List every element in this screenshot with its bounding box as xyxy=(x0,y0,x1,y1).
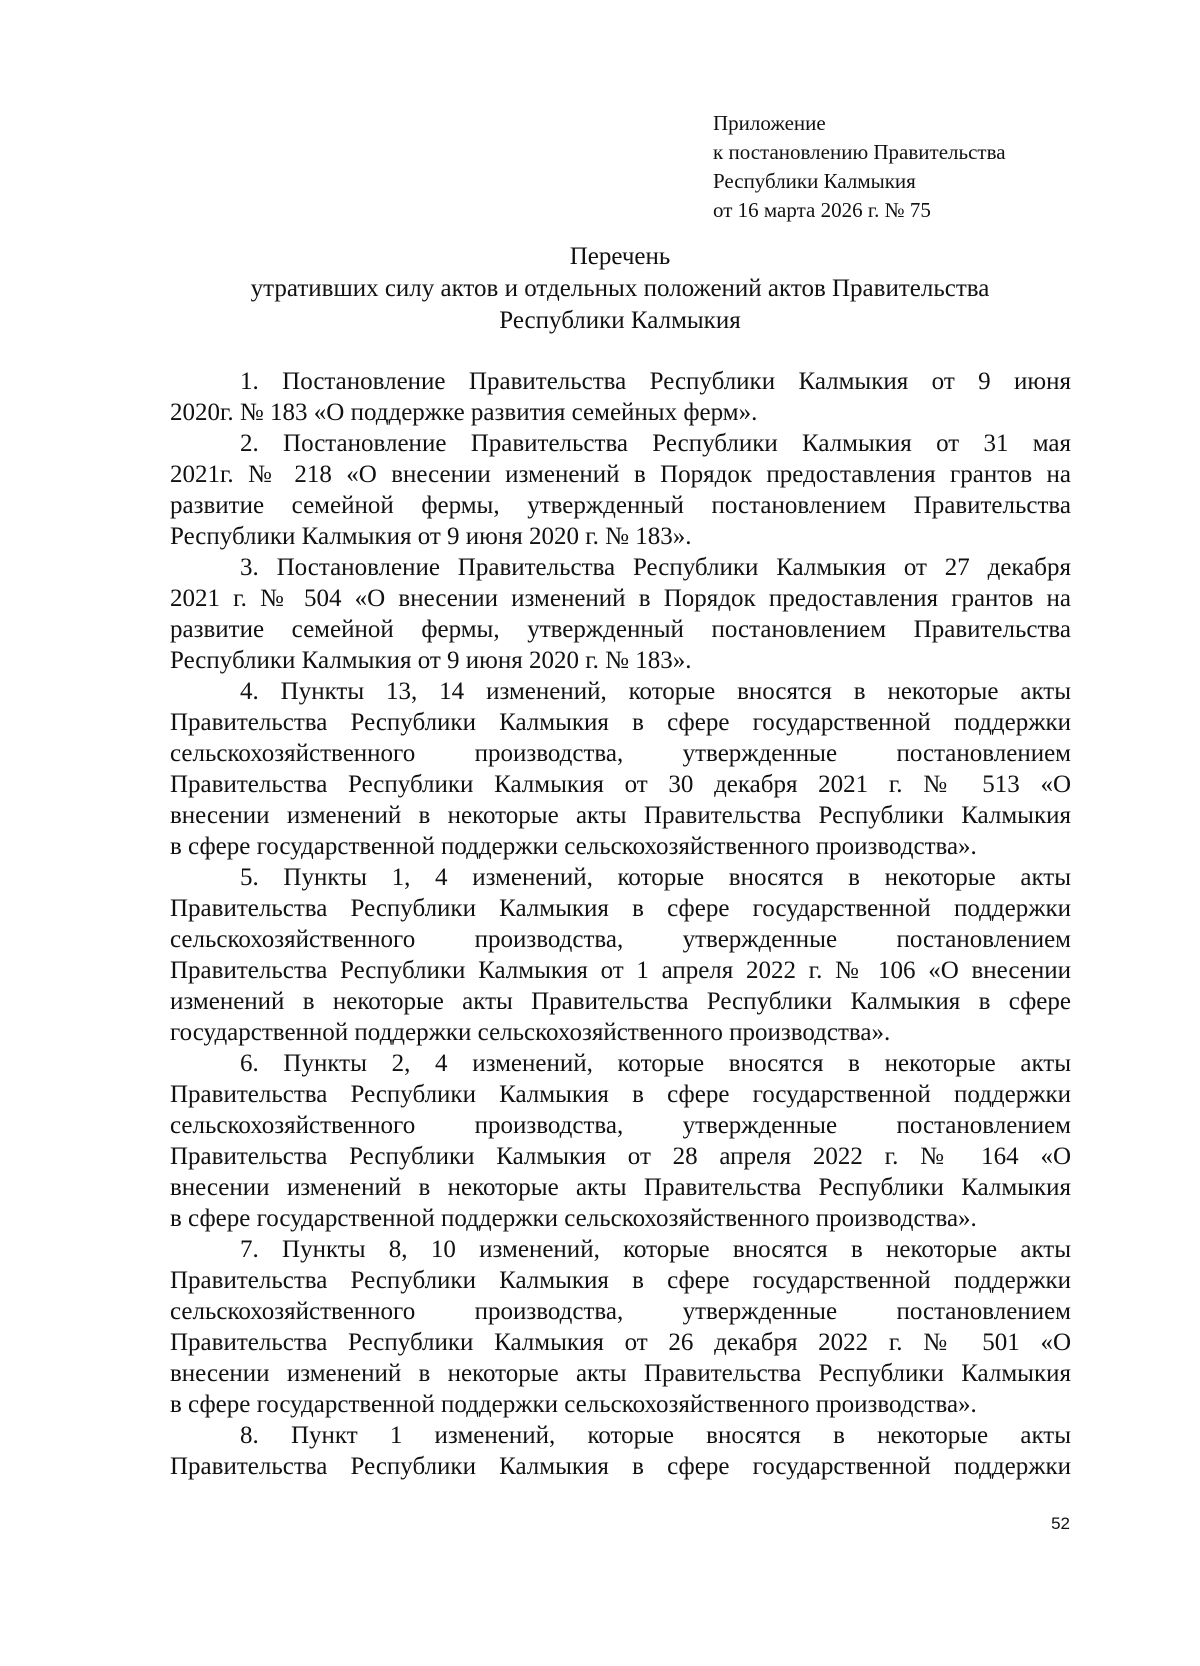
list-item-line: Правительства Республики Калмыкия в сфере государственной поддержки xyxy=(170,895,1071,922)
page-number: 52 xyxy=(1051,1514,1070,1533)
list-item-line: 2. Постановление Правительства Республики Калмыкия от 31 мая xyxy=(240,430,1071,457)
list-item xyxy=(170,428,1071,552)
list-item-line: 6. Пункты 2, 4 изменений, которые вносятся в некоторые акты xyxy=(240,1050,1071,1077)
list-item-line: Правительства Республики Калмыкия от 28 апреля 2022 г. № 164 «О xyxy=(170,1143,1071,1170)
list-item-line: Республики Калмыкия от 9 июня 2020 г. № 183». xyxy=(170,523,692,550)
list-item-line: 7. Пункты 8, 10 изменений, которые вносятся в некоторые акты xyxy=(240,1236,1071,1263)
list-item-line: в сфере государственной поддержки сельскохозяйственного производства». xyxy=(170,1391,977,1418)
list-item xyxy=(170,366,1071,428)
list-item-line: Правительства Республики Калмыкия в сфере государственной поддержки xyxy=(170,709,1071,736)
list-item-line: 1. Постановление Правительства Республики Калмыкия от 9 июня xyxy=(240,368,1071,395)
title-line: Республики Калмыкия xyxy=(499,307,741,334)
list-item-line: сельскохозяйственного производства, утвержденные постановлением xyxy=(170,1112,1071,1139)
list-item-line: 2020г. № 183 «О поддержке развития семейных ферм». xyxy=(170,399,758,426)
list-item-line: Правительства Республики Калмыкия в сфере государственной поддержки xyxy=(170,1453,1071,1480)
list-item-line: сельскохозяйственного производства, утвержденные постановлением xyxy=(170,1298,1071,1325)
list-item xyxy=(170,1420,1071,1482)
list-item-line: сельскохозяйственного производства, утвержденные постановлением xyxy=(170,740,1071,767)
list-item-line: Правительства Республики Калмыкия от 26 декабря 2022 г. № 501 «О xyxy=(170,1329,1071,1356)
document-title xyxy=(170,241,1070,337)
list-item-line: государственной поддержки сельскохозяйственного производства». xyxy=(170,1019,891,1046)
list-item-line: Правительства Республики Калмыкия от 1 апреля 2022 г. № 106 «О внесении xyxy=(170,957,1071,984)
title-line: Перечень xyxy=(569,243,671,270)
list-item-line: в сфере государственной поддержки сельскохозяйственного производства». xyxy=(170,1205,977,1232)
title-line: утративших силу актов и отдельных положений актов Правительства xyxy=(250,275,990,302)
list-item-line: Правительства Республики Калмыкия от 30 декабря 2021 г. № 513 «О xyxy=(170,771,1071,798)
appendix-line: от 16 марта 2026 г. № 75 xyxy=(713,198,931,222)
appendix-header xyxy=(713,109,1133,225)
list-item-line: Республики Калмыкия от 9 июня 2020 г. № 183». xyxy=(170,647,692,674)
list-item-line: внесении изменений в некоторые акты Правительства Республики Калмыкия xyxy=(170,1360,1071,1387)
appendix-line: Приложение xyxy=(713,111,826,135)
appendix-line: к постановлению Правительства xyxy=(713,140,1006,164)
list-item-line: сельскохозяйственного производства, утвержденные постановлением xyxy=(170,926,1071,953)
list-item-line: 2021г. № 218 «О внесении изменений в Порядок предоставления грантов на xyxy=(170,461,1071,488)
list-item-line: внесении изменений в некоторые акты Правительства Республики Калмыкия xyxy=(170,802,1071,829)
list-item-line: развитие семейной фермы, утвержденный постановлением Правительства xyxy=(170,492,1071,519)
list-item-line: внесении изменений в некоторые акты Правительства Республики Калмыкия xyxy=(170,1174,1071,1201)
list-item-line: 4. Пункты 13, 14 изменений, которые вносятся в некоторые акты xyxy=(240,678,1071,705)
appendix-line: Республики Калмыкия xyxy=(713,169,916,193)
list-item-line: развитие семейной фермы, утвержденный постановлением Правительства xyxy=(170,616,1071,643)
list-item xyxy=(170,676,1071,862)
list-item xyxy=(170,862,1071,1048)
list-item-line: Правительства Республики Калмыкия в сфере государственной поддержки xyxy=(170,1081,1071,1108)
list-item-line: 2021 г. № 504 «О внесении изменений в Порядок предоставления грантов на xyxy=(170,585,1071,612)
list-item-line: изменений в некоторые акты Правительства Республики Калмыкия в сфере xyxy=(170,988,1071,1015)
list-item-line: 3. Постановление Правительства Республики Калмыкия от 27 декабря xyxy=(240,554,1071,581)
list-item-line: 8. Пункт 1 изменений, которые вносятся в некоторые акты xyxy=(240,1422,1071,1449)
list-item xyxy=(170,1048,1071,1234)
list-item xyxy=(170,552,1071,676)
list-item xyxy=(170,1234,1071,1420)
list-body xyxy=(170,366,1071,1482)
list-item-line: Правительства Республики Калмыкия в сфере государственной поддержки xyxy=(170,1267,1071,1294)
list-item-line: в сфере государственной поддержки сельскохозяйственного производства». xyxy=(170,833,977,860)
list-item-line: 5. Пункты 1, 4 изменений, которые вносятся в некоторые акты xyxy=(240,864,1071,891)
